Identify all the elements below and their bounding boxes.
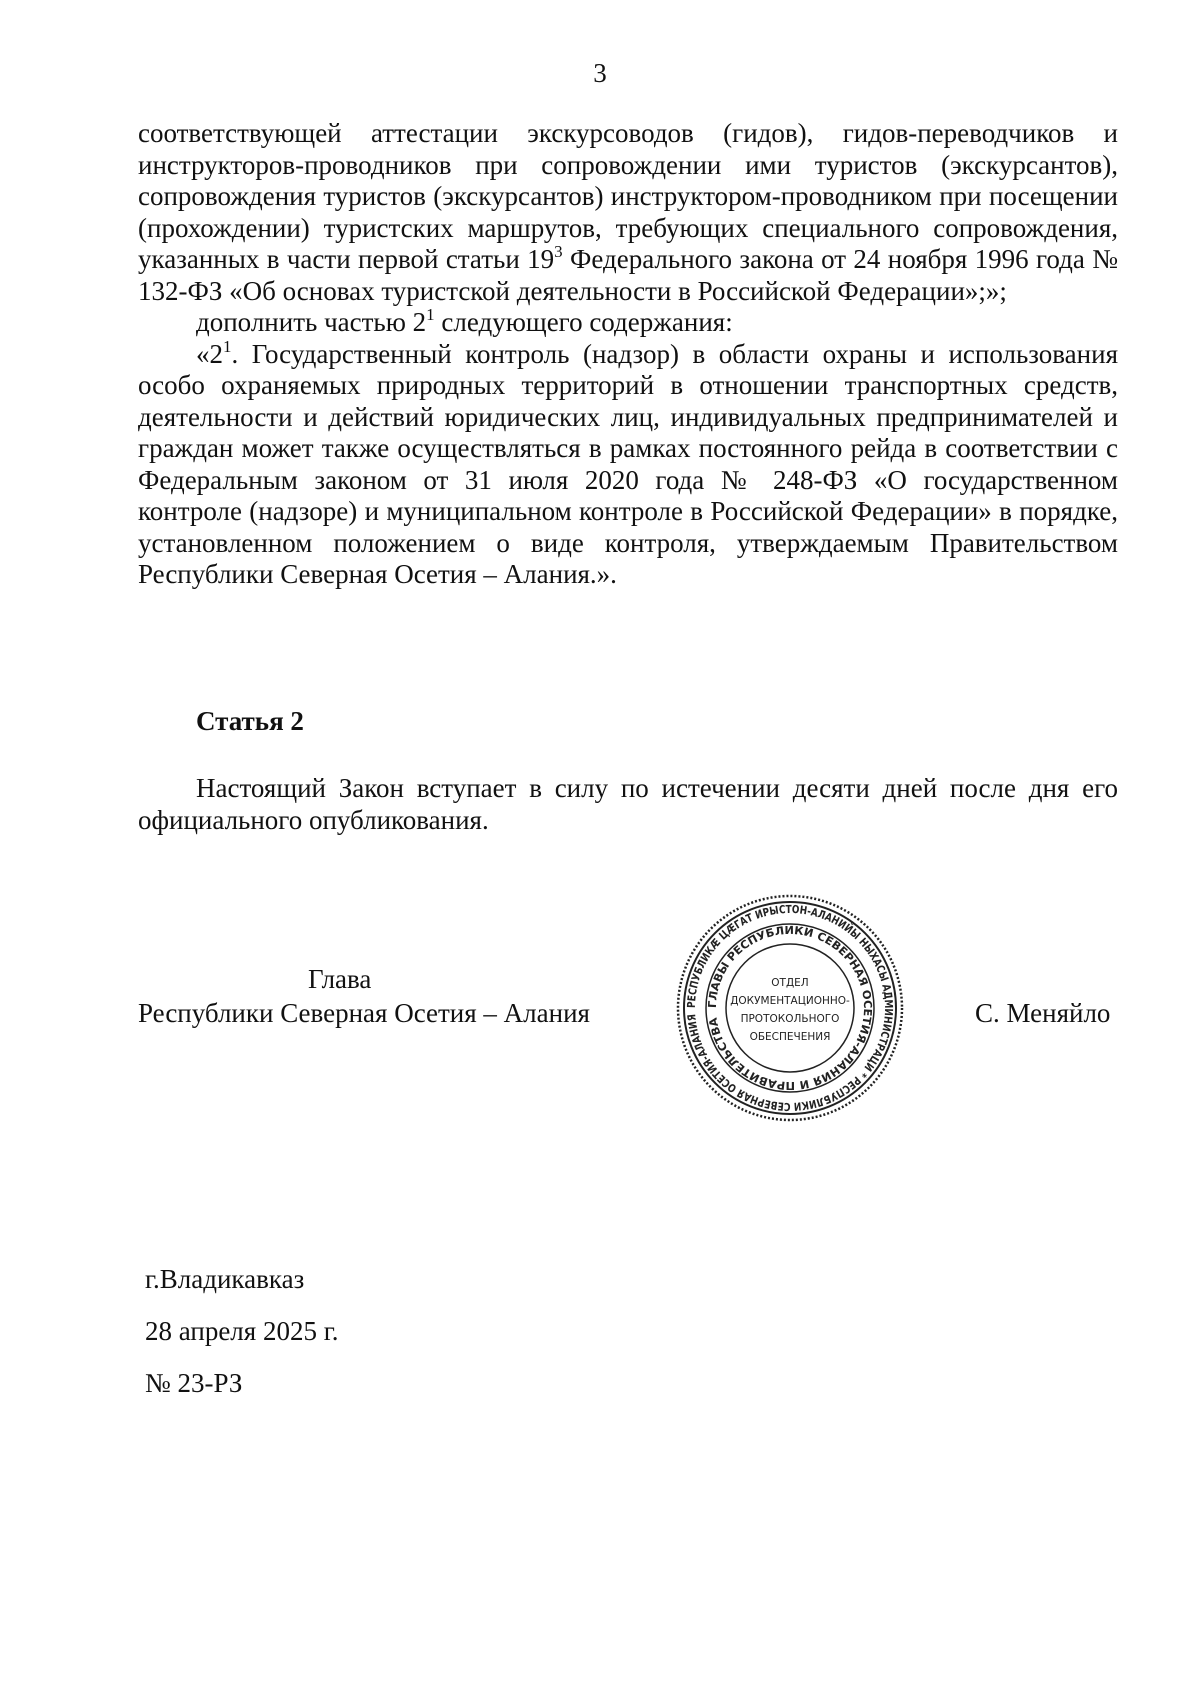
document-city: г.Владикавказ (145, 1264, 305, 1294)
superscript: 1 (223, 336, 232, 356)
article-2-text: Настоящий Закон вступает в силу по истечении десяти дней после дня его официального опубликования. (138, 773, 1118, 835)
signatory-organization: Республики Северная Осетия – Алания (138, 998, 590, 1028)
article-1-continuation (138, 118, 1118, 591)
document-number: № 23-РЗ (145, 1368, 243, 1398)
signatory-title: Глава (308, 964, 372, 994)
seal-center-text (730, 977, 850, 1043)
article-2-heading: Статья 2 (196, 706, 304, 736)
superscript: 3 (554, 242, 563, 261)
paragraph-amendment-text: «$2^1$. Государственный контроль (надзор) в области охраны и использования особо охраняемых природных территорий в отношении транспортных средств, деятельности и действий юридических лиц, индивидуальных предпринимателей и граждан может также осуществляться в рамках постоянного рейда в соответствии с Федеральным законом от 31 июля 2020 года № 248-ФЗ «О государственном контроле (надзоре) и муниципальном контроле в Российской Федерации» в порядке, установленном положением о виде контроля, утверждаемым Правительством Республики Северная Осетия – Алания.». (138, 336, 1118, 589)
official-seal-stamp (674, 892, 906, 1124)
article-2-body (138, 773, 1118, 836)
paragraph-amendment-intro: дополнить частью $2^1$ следующего содержания: (196, 305, 733, 337)
svg-text:ОТДЕЛ: ОТДЕЛ (771, 977, 809, 989)
superscript: 1 (426, 305, 435, 324)
seal-outer-ring-text: РЕСПУБЛИКÆ ЦÆГАТ ИРЫСТОН-АЛАНИЙЫ НЫХАСЫ АДМИНИСТРАЦИ * РЕСПУБЛИКИ СЕВЕРНАЯ ОСЕТИЯ-АЛАНИЯ (684, 902, 896, 1114)
paragraph-attestation: соответствующей аттестации экскурсоводов (гидов), гидов-переводчиков и инструкторов-проводников при сопровождении ими туристов (экскурсантов), сопровождения туристов (экскурсантов) инструктором-проводником при посещении (прохождении) туристских маршрутов, требующих специального сопровождения, указанных в части первой статьи $19^3$ Федерального закона от 24 ноября 1996 года № 132-ФЗ «Об основах туристской деятельности в Российской Федерации»;»; (138, 118, 1118, 306)
svg-text:ДОКУМЕНТАЦИОННО-: ДОКУМЕНТАЦИОННО- (730, 995, 850, 1007)
svg-text:ОБЕСПЕЧЕНИЯ: ОБЕСПЕЧЕНИЯ (749, 1031, 831, 1043)
seal-middle-ring-text: ГЛАВЫ РЕСПУБЛИКИ СЕВЕРНАЯ ОСЕТИЯ-АЛАНИЯ И ПРАВИТЕЛЬСТВА (705, 923, 875, 1093)
svg-text:ПРОТОКОЛЬНОГО: ПРОТОКОЛЬНОГО (740, 1013, 840, 1025)
document-date: 28 апреля 2025 г. (145, 1316, 339, 1346)
signatory-name: С. Меняйло (975, 998, 1111, 1028)
page-number: 3 (593, 58, 607, 88)
